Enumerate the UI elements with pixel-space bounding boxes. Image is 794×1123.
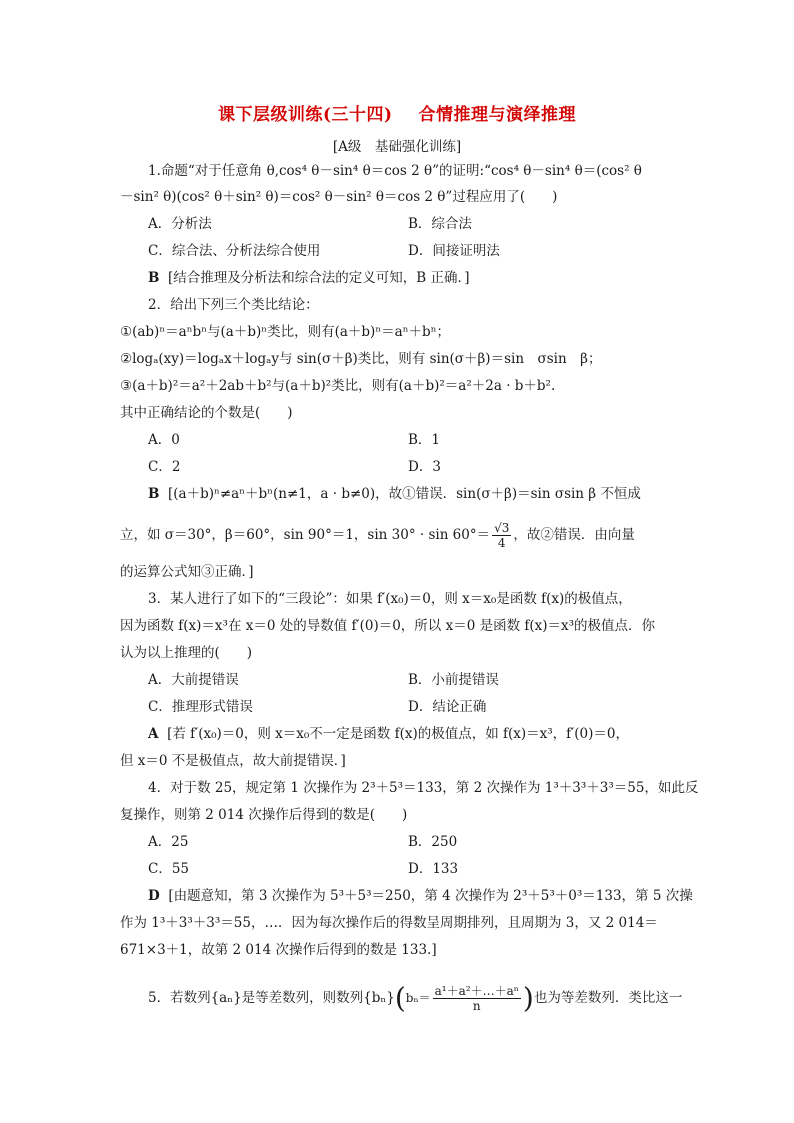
q4-answer-line3: 671×3＋1，故第 2 014 次操作后得到的数是 133.] bbox=[120, 942, 437, 958]
q3-answer-text1: [若 f′(x₀)＝0，则 x＝x₀不一定是函数 f(x)的极值点，如 f(x)＝x³，f′(0)＝0， bbox=[167, 726, 629, 742]
q2-line1: 2．给出下列三个类比结论： bbox=[148, 297, 319, 313]
q2-answer-line3: 的运算公式知③正确．] bbox=[120, 564, 254, 580]
q1-line2: －sin² θ)(cos² θ＋sin² θ)＝cos² θ－sin² θ＝cos 2 θ”过程应用了( ) bbox=[120, 189, 558, 205]
q2-answer-text2-pre: 立，如 σ＝30°，β＝60°，sin 90°＝1，sin 30° · sin 60°＝ bbox=[120, 527, 491, 543]
q4-answer-letter: D bbox=[148, 888, 160, 904]
title-main: 课下层级训练(三十四) bbox=[217, 105, 393, 125]
title-sub: 合情推理与演绎推理 bbox=[418, 105, 577, 125]
q1-answer-text: [结合推理及分析法和综合法的定义可知，B 正确．] bbox=[168, 270, 470, 286]
q4-answer-line1 bbox=[148, 887, 693, 905]
mean-fraction bbox=[433, 984, 521, 1013]
q2-option-b: B．1 bbox=[408, 432, 441, 448]
q5-text-pre: 5．若数列{aₙ}是等差数列，则数列{bₙ} bbox=[148, 990, 395, 1006]
q2-option-c: C．2 bbox=[148, 459, 181, 475]
q4-answer-text1: [由题意知，第 3 次操作为 5³＋5³＝250，第 4 次操作为 2³＋5³＋0³＝133，第 5 次操 bbox=[168, 888, 693, 904]
q4-option-a: A．25 bbox=[148, 834, 189, 850]
q1-option-a: A．分析法 bbox=[148, 216, 212, 232]
q2-item3: ③(a＋b)²＝a²＋2ab＋b²与(a＋b)²类比，则有(a＋b)²＝a²＋2a · b＋b². bbox=[120, 378, 556, 394]
q4-line2: 复操作，则第 2 014 次操作后得到的数是( ) bbox=[120, 807, 408, 823]
q2-option-d: D．3 bbox=[408, 459, 441, 475]
q3-option-d: D．结论正确 bbox=[408, 699, 487, 715]
q4-answer-line2: 作为 1³＋3³＋3³＝55，…．因为每次操作后的得数呈周期排列，且周期为 3，又 2 014＝ bbox=[120, 915, 658, 931]
q5-text-post: 也为等差数列．类比这一 bbox=[533, 990, 683, 1006]
q4-line1: 4．对于数 25，规定第 1 次操作为 2³＋5³＝133，第 2 次操作为 1³＋3³＋3³＝55，如此反 bbox=[148, 780, 699, 796]
q5-line1 bbox=[148, 978, 682, 1018]
q3-line1: 3．某人进行了如下的“三段论”：如果 f′(x₀)＝0，则 x＝x₀是函数 f(x)的极值点， bbox=[148, 591, 632, 607]
right-paren: ) bbox=[522, 981, 534, 1015]
sqrt3-over-4-fraction bbox=[492, 521, 511, 550]
q2-answer-letter: B bbox=[148, 486, 160, 502]
fraction-numerator: √3 bbox=[494, 521, 510, 535]
q3-option-c: C．推理形式错误 bbox=[148, 699, 253, 715]
q4-option-c: C．55 bbox=[148, 861, 190, 877]
fraction-denominator: 4 bbox=[497, 536, 506, 550]
q4-option-b: B．250 bbox=[408, 834, 458, 850]
q2-answer-line2 bbox=[120, 518, 635, 552]
q4-option-d: D．133 bbox=[408, 861, 459, 877]
q3-answer-line1 bbox=[148, 725, 629, 743]
q1-line1: 1.命题“对于任意角 θ,cos⁴ θ－sin⁴ θ＝cos 2 θ”的证明:“cos⁴ θ－sin⁴ θ＝(cos² θ bbox=[148, 163, 642, 179]
q1-option-d: D．间接证明法 bbox=[408, 243, 500, 259]
q5-b-eq: bₙ＝ bbox=[405, 991, 431, 1005]
q1-option-c: C．综合法、分析法综合使用 bbox=[148, 243, 321, 259]
q2-answer-line1 bbox=[148, 485, 641, 503]
q2-item2: ②logₐ(xy)＝logₐx＋logₐy与 sin(σ＋β)类比，则有 sin(σ＋β)＝sin σsin β； bbox=[120, 351, 602, 367]
left-paren: ( bbox=[394, 981, 406, 1015]
q2-answer-text1: [(a＋b)ⁿ≠aⁿ＋bⁿ(n≠1，a · b≠0)，故①错误．sin(σ＋β)＝sin σsin β 不恒成 bbox=[168, 486, 641, 502]
q2-answer-text2-post: ，故②错误．由向量 bbox=[513, 527, 635, 543]
section-heading: [A级 基础强化训练] bbox=[332, 139, 462, 155]
q2-item1: ①(ab)ⁿ＝aⁿbⁿ与(a＋b)ⁿ类比，则有(a＋b)ⁿ＝aⁿ＋bⁿ； bbox=[120, 324, 451, 340]
q1-answer-letter: B bbox=[148, 270, 160, 286]
q1-option-b: B．综合法 bbox=[408, 216, 472, 232]
page-title bbox=[0, 100, 794, 125]
q5-fraction-denominator: n bbox=[472, 999, 481, 1013]
q3-answer-letter: A bbox=[148, 726, 159, 742]
q2-question: 其中正确结论的个数是( ) bbox=[120, 405, 293, 421]
q3-answer-line2: 但 x＝0 不是极值点，故大前提错误．] bbox=[120, 753, 346, 769]
q2-option-a: A．0 bbox=[148, 432, 180, 448]
q1-answer bbox=[148, 269, 470, 287]
q5-fraction-numerator: a¹＋a²＋…＋aⁿ bbox=[434, 984, 519, 998]
q3-line3: 认为以上推理的( ) bbox=[120, 645, 253, 661]
q3-option-b: B．小前提错误 bbox=[408, 672, 499, 688]
q3-option-a: A．大前提错误 bbox=[148, 672, 239, 688]
q3-line2: 因为函数 f(x)＝x³在 x＝0 处的导数值 f′(0)＝0，所以 x＝0 是函数 f(x)＝x³的极值点．你 bbox=[120, 618, 656, 634]
